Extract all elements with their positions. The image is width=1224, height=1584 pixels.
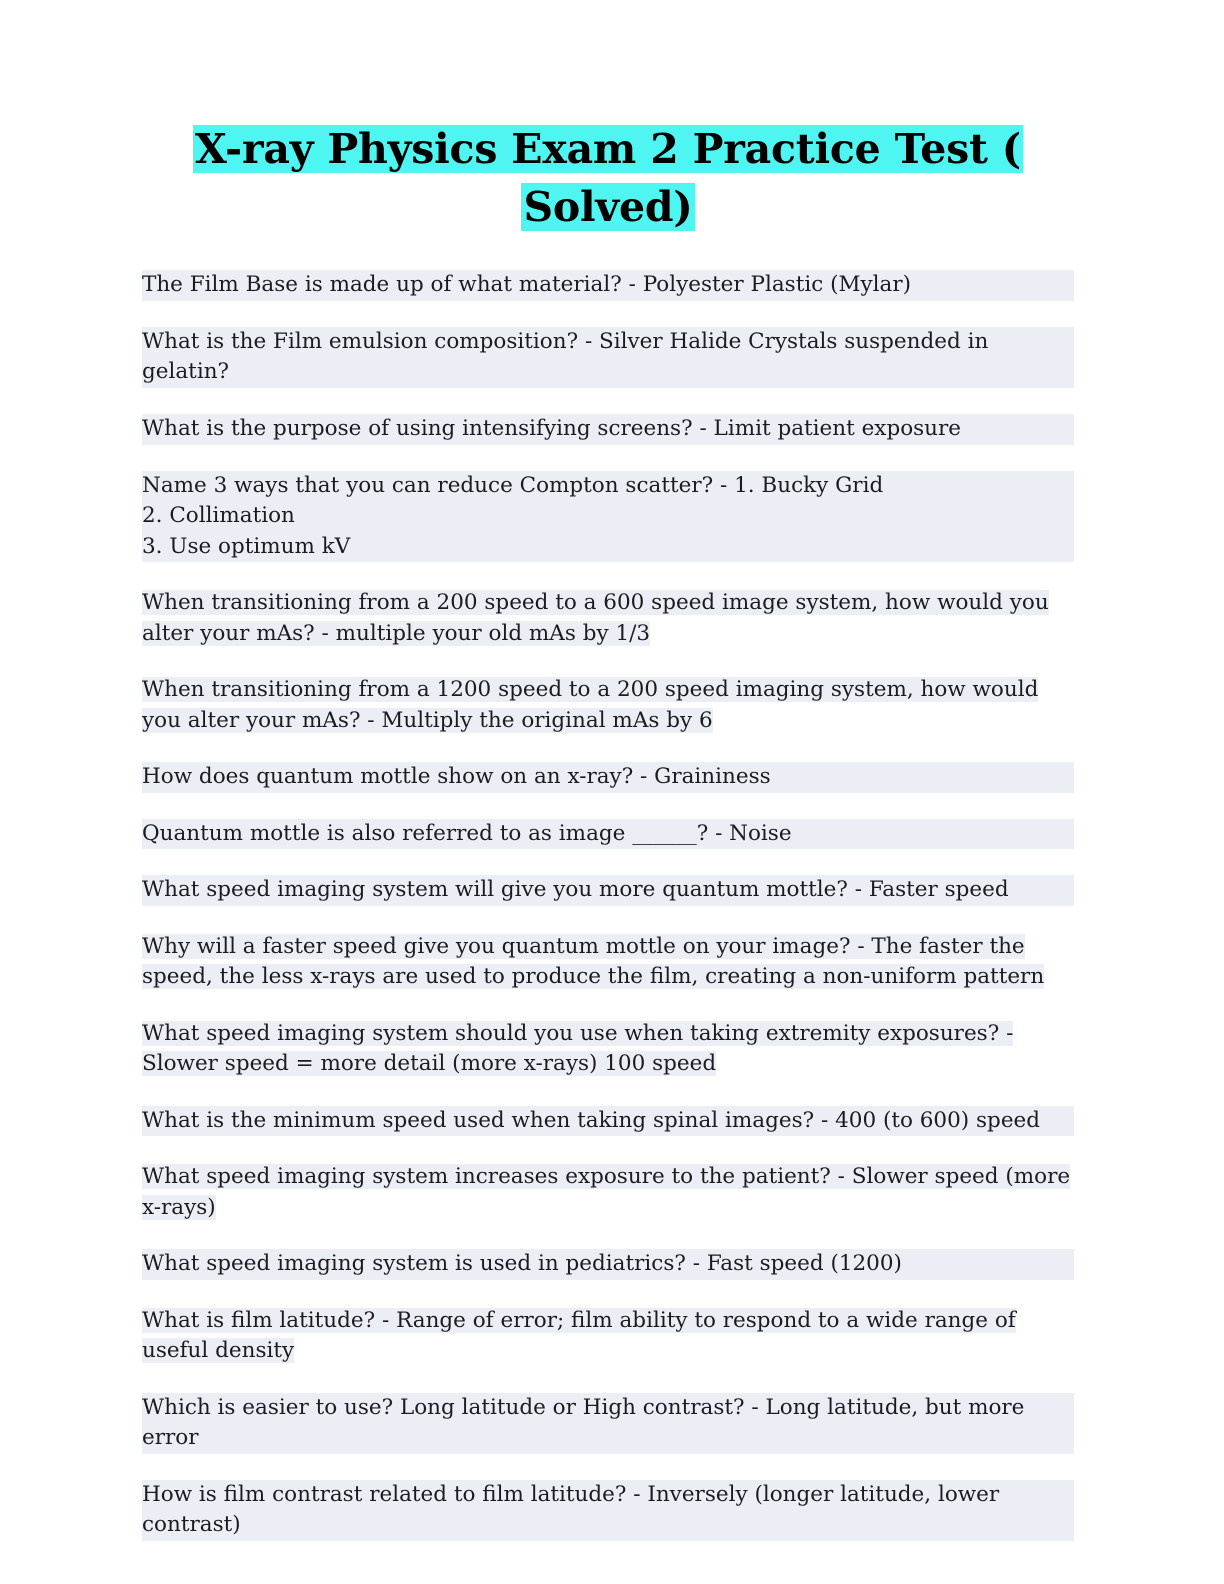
qa-item	[142, 1306, 1074, 1367]
qa-line: When transitioning from a 200 speed to a 600 speed image system, how would you alter your mAs? - multiple your old mAs by 1/3	[142, 590, 1049, 646]
qa-line: What speed imaging system increases exposure to the patient? - Slower speed (more x-rays)	[142, 1164, 1071, 1220]
qa-item	[142, 1393, 1074, 1454]
qa-item	[142, 762, 1074, 793]
qa-line: What speed imaging system should you use when taking extremity exposures? - Slower speed = more detail (more x-rays) 100 speed	[142, 1020, 1014, 1077]
qa-line: Why will a faster speed give you quantum mottle on your image? - The faster the speed, the less x-rays are used to produce the film, creating a non-uniform pattern	[142, 933, 1045, 990]
qa-line: What is the minimum speed used when taking spinal images? - 400 (to 600) speed	[142, 1106, 1074, 1137]
qa-list	[142, 270, 1074, 1540]
qa-line: What is the Film emulsion composition? - Silver Halide Crystals suspended in gelatin?	[142, 327, 1074, 388]
qa-item	[142, 471, 1074, 563]
qa-line: Name 3 ways that you can reduce Compton scatter? - 1. Bucky Grid	[142, 471, 1074, 502]
qa-line: What is the purpose of using intensifying screens? - Limit patient exposure	[142, 414, 1074, 445]
qa-line: What is film latitude? - Range of error; film ability to respond to a wide range of useful density	[142, 1307, 1016, 1364]
qa-item	[142, 414, 1074, 445]
qa-item	[142, 1249, 1074, 1280]
qa-line: When transitioning from a 1200 speed to a 200 speed imaging system, how would you alter your mAs? - Multiply the original mAs by 6	[142, 677, 1039, 733]
qa-line: 3. Use optimum kV	[142, 532, 1074, 563]
qa-line: How does quantum mottle show on an x-ray? - Graininess	[142, 762, 1074, 793]
qa-line: How is film contrast related to film latitude? - Inversely (longer latitude, lower contrast)	[142, 1480, 1074, 1541]
qa-item	[142, 1480, 1074, 1541]
qa-item	[142, 1019, 1074, 1080]
page-title-text: X-ray Physics Exam 2 Practice Test ( Solved)	[195, 125, 1021, 232]
qa-line: What speed imaging system is used in pediatrics? - Fast speed (1200)	[142, 1249, 1074, 1280]
qa-item	[142, 588, 1074, 649]
qa-item	[142, 675, 1074, 736]
qa-item	[142, 1162, 1074, 1223]
qa-item	[142, 1106, 1074, 1137]
qa-item	[142, 875, 1074, 906]
qa-line: 2. Collimation	[142, 501, 1074, 532]
qa-item	[142, 327, 1074, 388]
qa-line: Which is easier to use? Long latitude or High contrast? - Long latitude, but more error	[142, 1393, 1074, 1454]
qa-item	[142, 819, 1074, 850]
page-title	[142, 120, 1074, 236]
qa-item	[142, 932, 1074, 993]
qa-item	[142, 270, 1074, 301]
qa-line: What speed imaging system will give you more quantum mottle? - Faster speed	[142, 875, 1074, 906]
qa-line: Quantum mottle is also referred to as image ______? - Noise	[142, 819, 1074, 850]
qa-line: The Film Base is made up of what material? - Polyester Plastic (Mylar)	[142, 270, 1074, 301]
